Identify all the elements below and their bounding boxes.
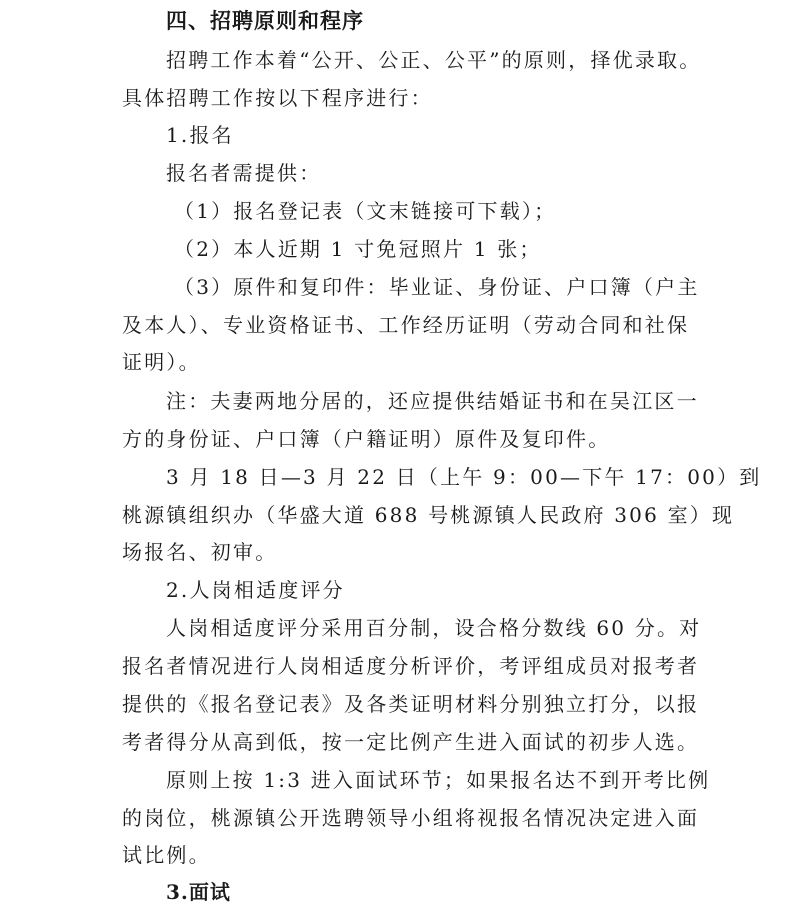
- step1-item-1: （1）报名登记表（文末链接可下载）；: [174, 199, 557, 223]
- step1-note-line-1: 注：夫妻两地分居的，还应提供结婚证书和在吴江区一: [166, 389, 699, 413]
- step2-para2-line-3: 试比例。: [122, 843, 211, 867]
- step2-para1-line-3: 提供的《报名登记表》及各类证明材料分别独立打分，以报: [122, 692, 700, 716]
- step2-title: 2.人岗相适度评分: [166, 578, 345, 602]
- step1-lead: 报名者需提供：: [166, 161, 322, 185]
- step1-item-3-line-3: 证明）。: [122, 350, 201, 374]
- section-heading: 四、招聘原则和程序: [166, 8, 364, 33]
- step3-title: 3.面试: [166, 880, 231, 904]
- step1-title: 1.报名: [166, 123, 234, 147]
- intro-line-1: 招聘工作本着“公开、公正、公平”的原则，择优录取。: [166, 48, 702, 72]
- step1-item-3-line-1: （3）原件和复印件：毕业证、身份证、户口簿（户主: [174, 275, 700, 299]
- step1-schedule-line-3: 场报名、初审。: [122, 540, 278, 564]
- step2-para1-line-2: 报名者情况进行人岗相适度分析评价，考评组成员对报考者: [122, 654, 700, 678]
- step1-schedule-line-2: 桃源镇组织办（华盛大道 688 号桃源镇人民政府 306 室）现: [122, 503, 735, 527]
- step1-item-2: （2）本人近期 1 寸免冠照片 1 张；: [174, 237, 542, 261]
- intro-line-2: 具体招聘工作按以下程序进行：: [122, 86, 433, 110]
- step2-para1-line-1: 人岗相适度评分采用百分制，设合格分数线 60 分。对: [166, 616, 702, 640]
- step2-para1-line-4: 考者得分从高到低，按一定比例产生进入面试的初步人选。: [122, 730, 700, 754]
- step1-note-line-2: 方的身份证、户口簿（户籍证明）原件及复印件。: [122, 427, 611, 451]
- step2-para2-line-2: 的岗位，桃源镇公开选聘领导小组将视报名情况决定进入面: [122, 806, 700, 830]
- step1-schedule-line-1: 3 月 18 日—3 月 22 日（上午 9：00—下午 17：00）到: [166, 465, 762, 489]
- step2-para2-line-1: 原则上按 1:3 进入面试环节；如果报名达不到开考比例: [166, 768, 711, 792]
- step1-item-3-line-2: 及本人）、专业资格证书、工作经历证明（劳动合同和社保: [122, 313, 690, 337]
